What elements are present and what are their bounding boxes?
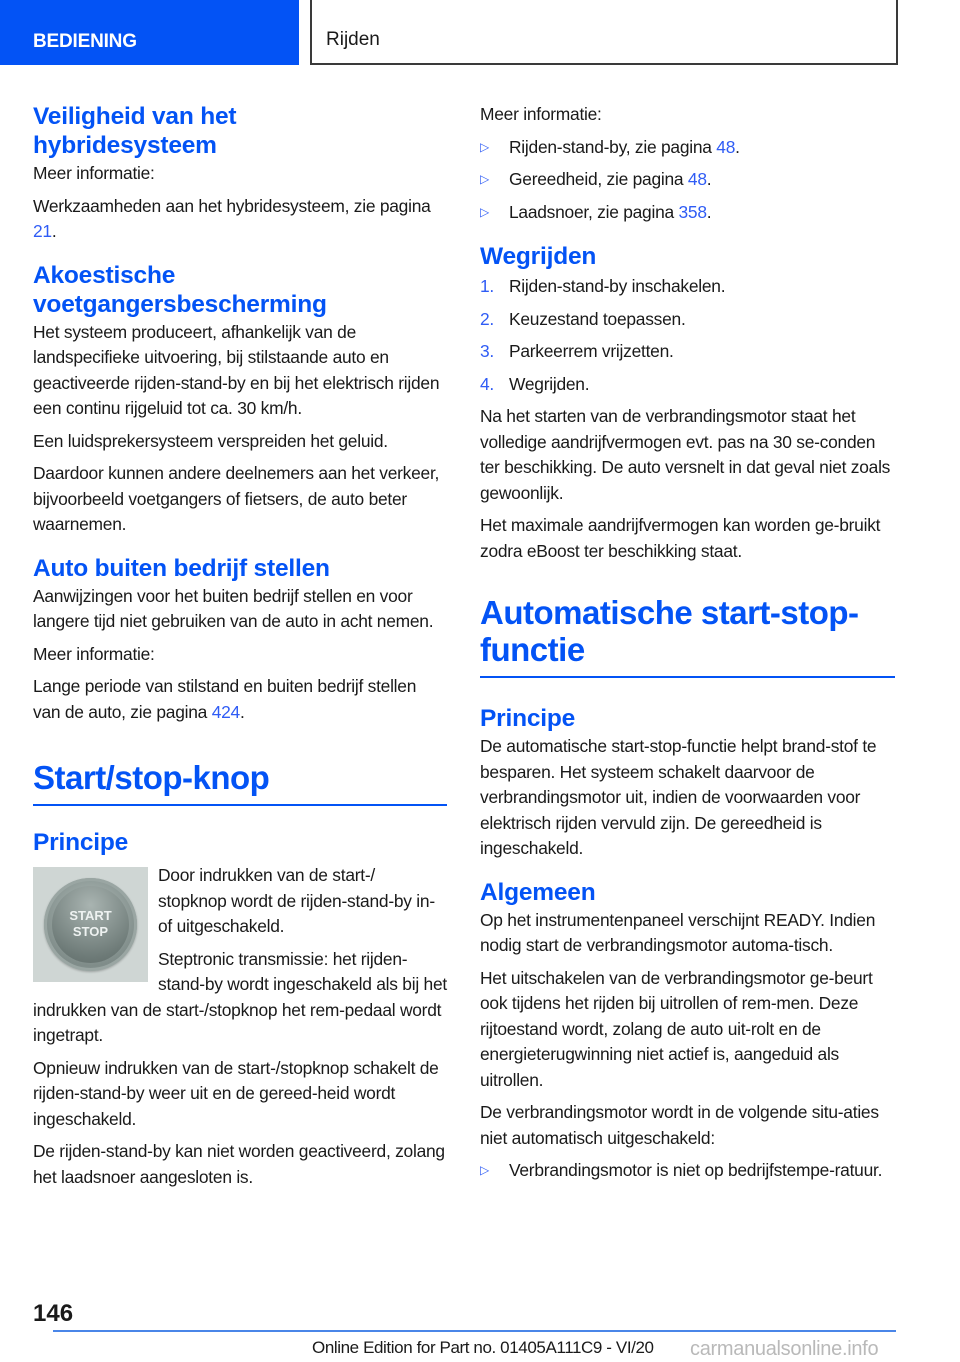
paragraph: Op het instrumentenpaneel verschijnt READY. Indien nodig start de verbrandingsmotor automa-tisch. bbox=[480, 909, 876, 955]
page-link[interactable]: 358 bbox=[678, 201, 707, 222]
heading-hybrid-safety: Veiligheid van het hybridesysteem bbox=[33, 103, 237, 159]
paragraph-crossref: Lange periode van stilstand en buiten bedrijf stellen van de auto, zie pagina 424. bbox=[33, 676, 417, 722]
step-item: 4. Wegrijden. bbox=[480, 372, 895, 398]
list-item: ▷ Verbrandingsmotor is niet op bedrijfstempe-ratuur. bbox=[480, 1158, 895, 1184]
paragraph: Daardoor kunnen andere deelnemers aan het verkeer, bijvoorbeeld voetgangers of fietsers, de auto beter waarnemen. bbox=[33, 463, 440, 534]
paragraph: De rijden-stand-by kan niet worden geactiveerd, zolang het laadsnoer aangesloten is. bbox=[33, 1141, 445, 1187]
section-hybrid-safety bbox=[33, 102, 447, 245]
list-item: ▷ Laadsnoer, zie pagina 358. bbox=[480, 200, 895, 226]
chapter-start-stop-button bbox=[33, 759, 447, 1190]
paragraph: Opnieuw indrukken van de start-/stopknop schakelt de rijden-stand-by weer uit en de gereed-heid wordt ingeschakeld. bbox=[33, 1057, 439, 1129]
step-item: 3. Parkeerrem vrijzetten. bbox=[480, 339, 895, 365]
paragraph: De automatische start-stop-functie helpt brand-stof te besparen. Het systeem schakelt daarvoor de verbrandingsmotor uit, indien de voorwaarden voor elektrisch rijden vervuld zijn. De gereedheid is ingeschakeld. bbox=[480, 736, 877, 858]
page-link[interactable]: 424 bbox=[211, 701, 240, 722]
chapter-box bbox=[310, 0, 898, 65]
footer-rule bbox=[53, 1330, 896, 1332]
heading-principe: Principe bbox=[480, 705, 576, 732]
paragraph: Steptronic transmissie: het rijden-stand-by wordt ingeschakeld als bij het indrukken van de start-/stopknop het rem-pedaal wordt ingetrapt. bbox=[33, 948, 447, 1045]
paragraph: De verbrandingsmotor wordt in de volgende situ-aties niet automatisch uitgeschakeld: bbox=[480, 1102, 879, 1148]
paragraph: Meer informatie: bbox=[33, 643, 155, 664]
paragraph: Na het starten van de verbrandingsmotor staat het volledige aandrijfvermogen evt. pas na 30 se-conden ter beschikking. De auto versnelt in dat geval niet zoals gewoonlijk. bbox=[480, 406, 891, 503]
list-item: ▷ Rijden-stand-by, zie pagina 48. bbox=[480, 135, 895, 161]
paragraph: Het systeem produceert, afhankelijk van de landspecifieke uitvoering, bij stilstaande auto en geactiveerde rijden-stand-by en bij het elektrisch rijden een continu rijgeluid tot ca. 30 km/h. bbox=[33, 321, 440, 418]
step-number: 1. bbox=[480, 276, 495, 296]
section-wegrijden bbox=[480, 242, 895, 564]
right-column bbox=[480, 102, 895, 1191]
principe-content bbox=[33, 863, 447, 1190]
paragraph: Aanwijzingen voor het buiten bedrijf stellen en voor langere tijd niet gebruiken van de auto in acht nemen. bbox=[33, 585, 434, 631]
start-stop-button-image bbox=[33, 867, 148, 982]
heading-decommission: Auto buiten bedrijf stellen bbox=[33, 554, 330, 582]
paragraph: Meer informatie: bbox=[480, 104, 602, 124]
heading-wegrijden: Wegrijden bbox=[480, 243, 597, 270]
chapter-auto-start-stop bbox=[480, 594, 895, 1184]
paragraph: Meer informatie: bbox=[33, 163, 155, 183]
paragraph: Het maximale aandrijfvermogen kan worden ge-bruikt zodra eBoost ter beschikking staat. bbox=[480, 515, 881, 561]
section-decommission bbox=[33, 554, 447, 726]
step-number: 4. bbox=[480, 373, 495, 394]
watermark: carmanualsonline.info bbox=[690, 1338, 879, 1360]
chapter-title: Start/stop-knop bbox=[33, 759, 270, 796]
triangle-bullet-icon: ▷ bbox=[480, 204, 489, 219]
triangle-bullet-icon: ▷ bbox=[480, 1163, 489, 1177]
step-number: 2. bbox=[480, 308, 495, 329]
page-link[interactable]: 48 bbox=[687, 169, 707, 189]
crossref-list bbox=[480, 135, 895, 226]
button-ring bbox=[44, 878, 137, 971]
step-number: 3. bbox=[480, 341, 495, 361]
step-item: 2. Keuzestand toepassen. bbox=[480, 307, 895, 333]
section-more-info bbox=[480, 102, 895, 225]
start-stop-icon: START STOP bbox=[69, 908, 112, 939]
paragraph: Een luidsprekersysteem verspreiden het geluid. bbox=[33, 430, 388, 451]
section-tab bbox=[0, 0, 299, 65]
triangle-bullet-icon: ▷ bbox=[480, 172, 489, 186]
section-pedestrian-protection bbox=[33, 261, 447, 538]
chapter-title: Automatische start-stop-functie bbox=[480, 594, 859, 668]
triangle-bullet-icon: ▷ bbox=[480, 139, 489, 154]
left-column bbox=[33, 102, 447, 1190]
section-label: BEDIENING bbox=[33, 31, 137, 52]
page-number: 146 bbox=[33, 1300, 74, 1327]
edition-text: Online Edition for Part no. 01405A111C9 - VI/20 bbox=[312, 1338, 654, 1357]
heading-pedestrian-protection: Akoestische voetgangersbescherming bbox=[33, 261, 327, 318]
chapter-label: Rijden bbox=[326, 29, 380, 50]
conditions-list bbox=[480, 1158, 895, 1184]
heading-principe: Principe bbox=[33, 829, 129, 856]
paragraph: Het uitschakelen van de verbrandingsmotor ge-beurt ook tijdens het rijden bij uitrollen of rem-men. Deze rijtoestand wordt, zolang de auto uit-rolt en de energieterugwinning niet actief is, aangeduid als uitrollen. bbox=[480, 967, 873, 1090]
page-link[interactable]: 21 bbox=[33, 221, 52, 241]
button-face bbox=[52, 886, 129, 963]
list-item: ▷ Gereedheid, zie pagina 48. bbox=[480, 167, 895, 193]
heading-algemeen: Algemeen bbox=[480, 878, 596, 906]
steps-list bbox=[480, 274, 895, 397]
paragraph-crossref: Werkzaamheden aan het hybridesysteem, zie pagina 21. bbox=[33, 195, 431, 241]
page-link[interactable]: 48 bbox=[716, 136, 736, 157]
step-item: 1. Rijden-stand-by inschakelen. bbox=[480, 274, 895, 300]
paragraph: Door indrukken van de start-/ stopknop wordt de rijden-stand-by in- of uitgeschakeld. bbox=[158, 865, 435, 936]
